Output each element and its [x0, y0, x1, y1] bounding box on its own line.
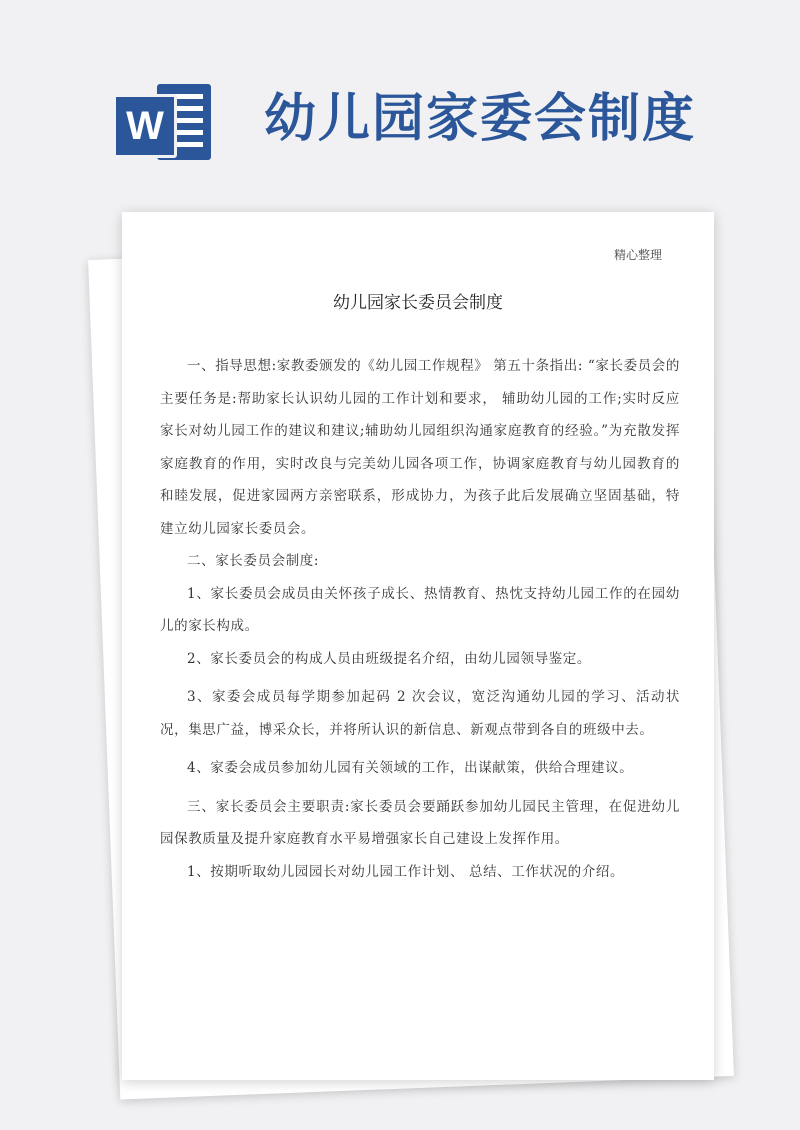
word-document-icon [113, 80, 211, 164]
paragraph-item: 1、家长委员会成员由关怀孩子成长、热情教育、热忱支持幼儿园工作的在园幼儿的家长构成。 [160, 585, 680, 634]
document-body [160, 350, 680, 888]
document-page [122, 212, 714, 1080]
header-banner [0, 0, 800, 200]
document-tag: 精心整理 [613, 248, 662, 262]
banner-title: 幼儿园家委会制度 [264, 89, 697, 149]
paragraph-item: 2、家长委员会的构成人员由班级提名介绍，由幼儿园领导鉴定。 [187, 650, 591, 667]
paragraph-guiding-idea: 一、指导思想:家教委颁发的《幼儿园工作规程》 第五十条指出: “家长委员会的主要任务是:帮助家长认识幼儿园的工作计划和要求， 辅助幼儿园的工作;实时反应家长对幼儿园工作的建议和建议;辅助幼儿园组织沟通家庭教育的经验。”为充散发挥家庭教育的作用，实时改良与完美幼儿园各项工作，协调家庭教育与幼儿园教育的和睦发展，促进家园两方亲密联系，形成协力，为孩子此后发展确立坚固基础，特建立幼儿园家长委员会。 [160, 358, 680, 537]
paragraph-item: 3、家委会成员每学期参加起码 2 次会议，宽泛沟通幼儿园的学习、活动状况，集思广益，博采众长，并将所认识的新信息、新观点带到各自的班级中去。 [160, 689, 680, 738]
word-letter-badge: W [113, 94, 177, 158]
document-title: 幼儿园家长委员会制度 [333, 293, 503, 313]
paragraph-section-three: 三、家长委员会主要职责:家长委员会要踊跃参加幼儿园民主管理，在促进幼儿园保教质量及提升家庭教育水平易增强家长自己建设上发挥作用。 [160, 798, 680, 847]
paragraph-item: 1、按期听取幼儿园园长对幼儿园工作计划、 总结、工作状况的介绍。 [187, 863, 625, 880]
paragraph-item: 4、家委会成员参加幼儿园有关领域的工作，出谋献策，供给合理建议。 [187, 760, 634, 776]
paragraph-section-two-heading: 二、家长委员会制度: [187, 553, 320, 569]
